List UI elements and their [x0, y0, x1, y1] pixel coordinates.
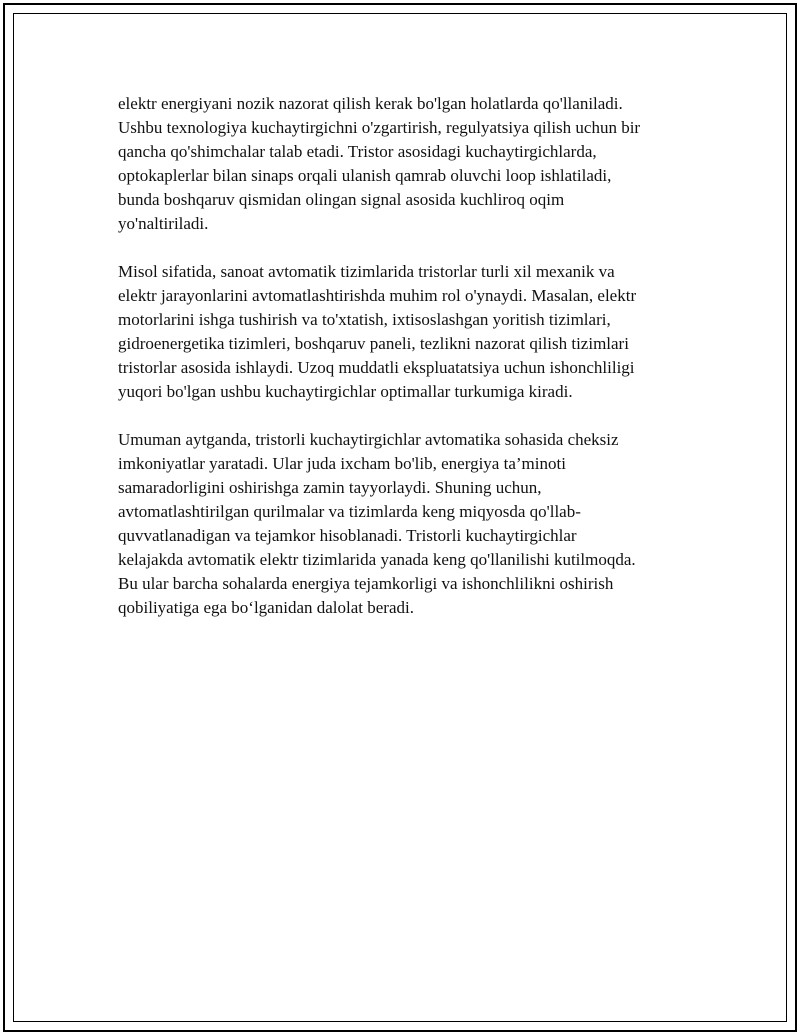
paragraph-2: Misol sifatida, sanoat avtomatik tizimlarida tristorlar turli xil mexanik va elektr jarayonlarini avtomatlashtirishda muhim rol o'ynaydi. Masalan, elektr motorlarini ishga tushirish va to'xtatish, ixtisoslashgan yoritish tizimlari, gidroenergetika tizimleri, boshqaruv paneli, tezlikni nazorat qilish tizimlari tristorlar asosida ishlaydi. Uzoq muddatli ekspluatatsiya uchun ishonchliligi yuqori bo'lgan ushbu kuchaytirgichlar optimallar turkumiga kiradi.: [118, 262, 637, 401]
paragraph-3: Umuman aytganda, tristorli kuchaytirgichlar avtomatika sohasida cheksiz imkoniyatlar yaratadi. Ular juda ixcham bo'lib, energiya ta’minoti samaradorligini oshirishga zamin tayyorlaydi. Shuning uchun, avtomatlashtirilgan qurilmalar va tizimlarda keng miqyosda qo'llab- quvvatlanadigan va tejamkor hisoblanadi. Tristorli kuchaytirgichlar kelajakda avtomatik elektr tizimlarida yanada keng qo'llanilishi kutilmoqda. Bu ular barcha sohalarda energiya tejamkorligi va ishonchlilikni oshirish qobiliyatiga ega bo‘lganidan dalolat beradi.: [118, 430, 636, 617]
paragraph-1: elektr energiyani nozik nazorat qilish kerak bo'lgan holatlarda qo'llaniladi. Ushbu texnologiya kuchaytirgichni o'zgartirish, regulyatsiya qilish uchun bir qancha qo'shimchalar talab etadi. Tristor asosidagi kuchaytirgichlarda, optokaplerlar bilan sinaps orqali ulanish qamrab oluvchi loop ishlatiladi, bunda boshqaruv qismidan olingan signal asosida kuchliroq oqim yo'naltiriladi.: [118, 94, 641, 233]
document-body: [118, 92, 698, 644]
